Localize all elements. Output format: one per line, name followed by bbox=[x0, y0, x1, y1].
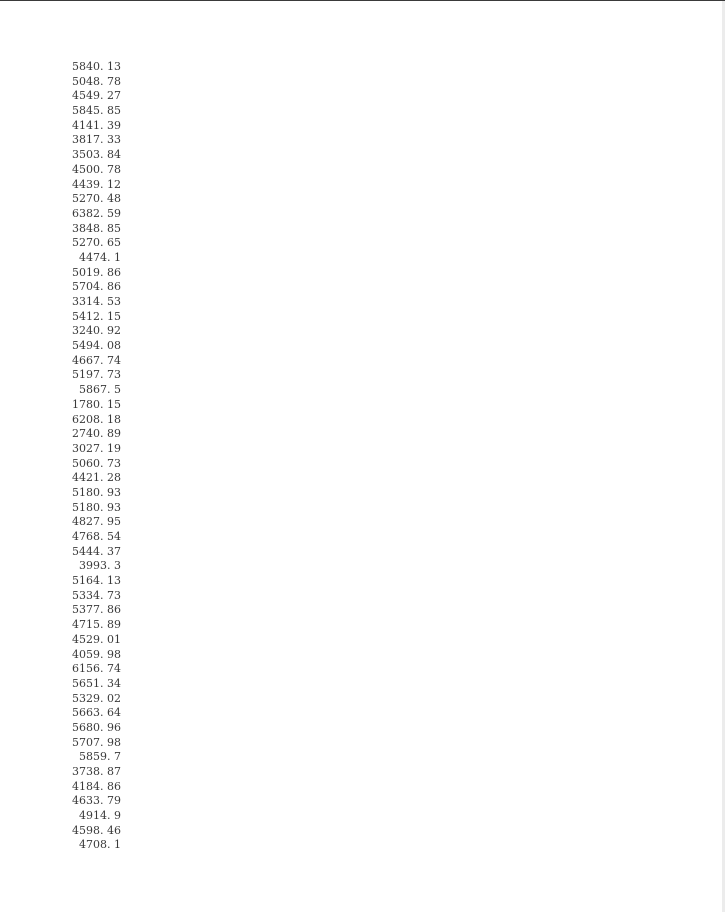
number-row: 5707. 98 bbox=[72, 735, 121, 749]
number-row: 5180. 93 bbox=[72, 485, 121, 499]
number-row: 5663. 64 bbox=[72, 706, 121, 720]
number-row: 5377. 86 bbox=[72, 603, 121, 617]
number-row: 3993. 3 bbox=[79, 559, 121, 573]
number-row: 5680. 96 bbox=[72, 720, 121, 734]
number-row: 4421. 28 bbox=[72, 471, 121, 485]
number-row: 2740. 89 bbox=[72, 427, 121, 441]
number-row: 5867. 5 bbox=[79, 383, 121, 397]
number-row: 6382. 59 bbox=[72, 206, 121, 220]
number-row: 5334. 73 bbox=[72, 588, 121, 602]
number-row: 5704. 86 bbox=[72, 280, 121, 294]
number-row: 5840. 13 bbox=[72, 60, 121, 73]
number-column bbox=[63, 60, 121, 853]
number-row: 3314. 53 bbox=[72, 295, 121, 308]
number-row: 4141. 39 bbox=[72, 118, 121, 132]
number-row: 5019. 86 bbox=[72, 265, 121, 279]
number-row: 4598. 46 bbox=[72, 823, 121, 837]
number-row: 5845. 85 bbox=[72, 104, 121, 118]
number-row: 5270. 48 bbox=[72, 192, 121, 206]
number-row: 5060. 73 bbox=[72, 456, 121, 470]
number-row: 4529. 01 bbox=[72, 632, 121, 646]
number-row: 5859. 7 bbox=[79, 750, 121, 764]
number-row: 5444. 37 bbox=[72, 544, 121, 558]
number-row: 4184. 86 bbox=[72, 779, 121, 793]
number-row: 4827. 95 bbox=[72, 515, 121, 529]
number-row: 4667. 74 bbox=[72, 353, 121, 367]
number-row: 5329. 02 bbox=[72, 691, 121, 705]
number-row: 6208. 18 bbox=[72, 412, 121, 426]
number-row: 3817. 33 bbox=[72, 133, 121, 147]
number-row: 3027. 19 bbox=[72, 441, 121, 455]
number-row: 5494. 08 bbox=[72, 339, 121, 353]
number-row: 4768. 54 bbox=[72, 530, 121, 543]
number-row: 4474. 1 bbox=[79, 250, 121, 264]
number-row: 4059. 98 bbox=[72, 647, 121, 661]
number-row: 3848. 85 bbox=[72, 221, 121, 235]
number-row: 5270. 65 bbox=[72, 236, 121, 250]
number-row: 6156. 74 bbox=[72, 662, 121, 676]
number-row: 5048. 78 bbox=[72, 74, 121, 88]
number-row: 5180. 93 bbox=[72, 500, 121, 514]
number-row: 4914. 9 bbox=[79, 809, 121, 823]
number-row: 4715. 89 bbox=[72, 618, 121, 632]
number-row: 5197. 73 bbox=[72, 368, 121, 382]
number-row: 5164. 13 bbox=[72, 574, 121, 588]
number-row: 5412. 15 bbox=[72, 309, 121, 323]
number-row: 4439. 12 bbox=[72, 177, 121, 191]
number-row: 4708. 1 bbox=[79, 838, 121, 852]
top-border-line bbox=[0, 0, 725, 1]
number-row: 3738. 87 bbox=[72, 765, 121, 778]
number-row: 3240. 92 bbox=[72, 324, 121, 338]
number-row: 1780. 15 bbox=[72, 397, 121, 411]
number-row: 4633. 79 bbox=[72, 794, 121, 808]
number-row: 4549. 27 bbox=[72, 89, 121, 103]
number-row: 5651. 34 bbox=[72, 676, 121, 690]
number-row: 3503. 84 bbox=[72, 148, 121, 162]
number-row: 4500. 78 bbox=[72, 162, 121, 176]
